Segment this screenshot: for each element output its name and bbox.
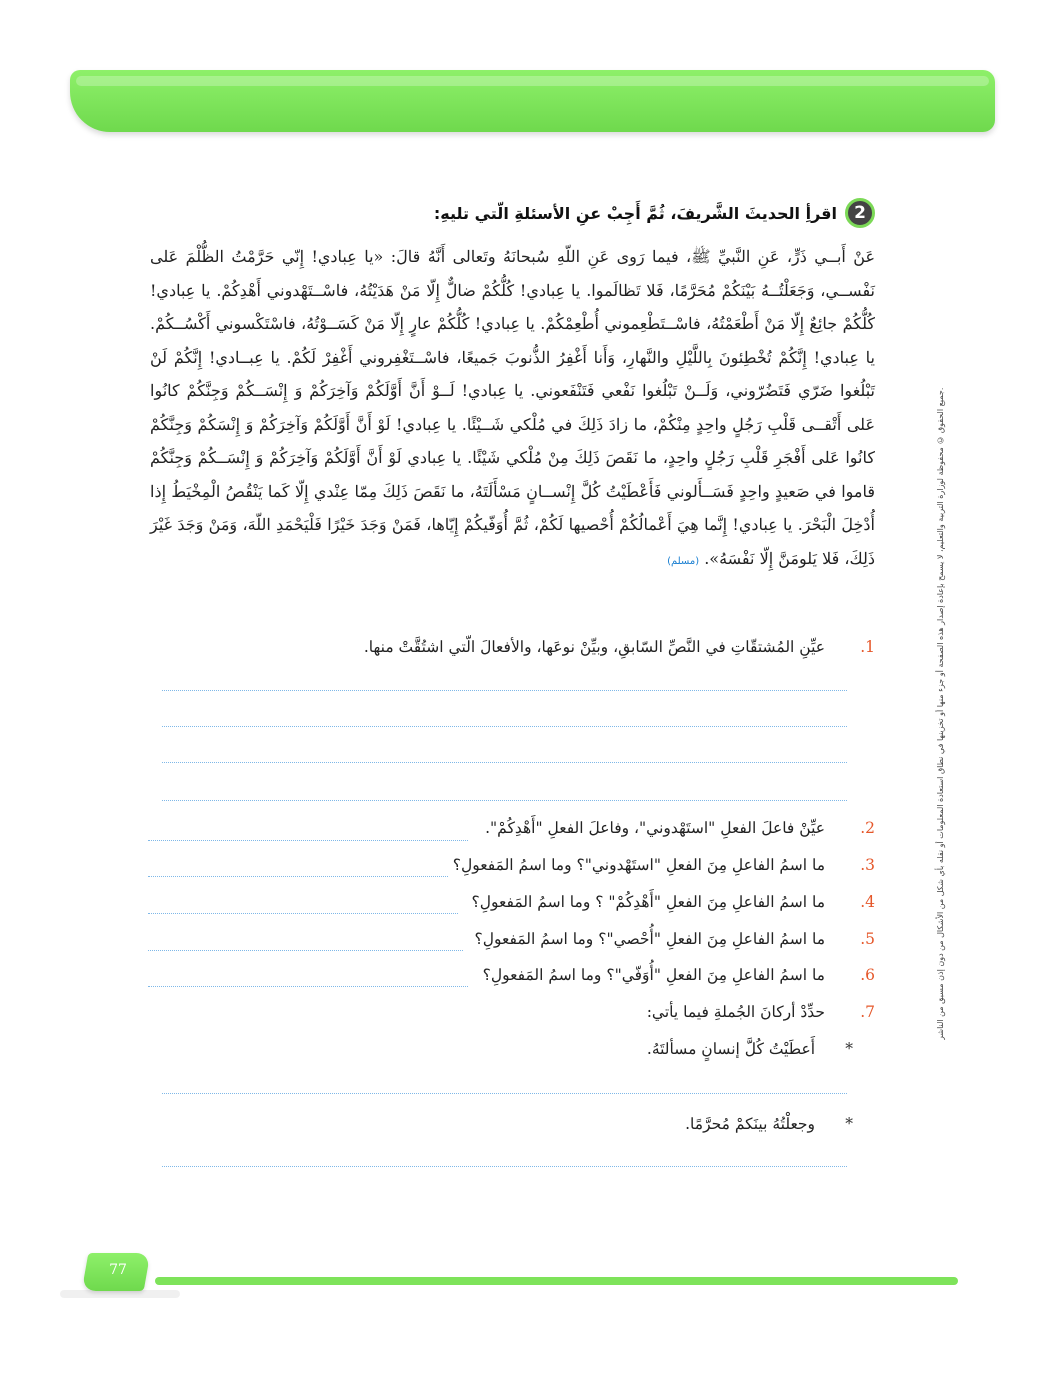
question-number: 1. <box>860 638 875 656</box>
bullet-star: * <box>845 1040 853 1058</box>
bullet-star: * <box>845 1115 853 1133</box>
question-number: 7. <box>860 1003 875 1021</box>
answer-line[interactable] <box>148 986 468 987</box>
answer-line[interactable] <box>148 913 458 914</box>
hadith-passage <box>150 240 875 610</box>
sub-item-2 <box>685 1115 853 1133</box>
answer-line[interactable] <box>162 762 847 763</box>
exercise-heading <box>430 195 875 231</box>
answer-line[interactable] <box>148 950 463 951</box>
question-text: ما اسمُ الفاعلِ مِنَ الفعلِ "أَهْدِكُمْ" ؟ وما اسمُ المَفعولِ؟ <box>471 893 825 911</box>
question-number: 4. <box>860 893 875 911</box>
question-text: ما اسمُ الفاعلِ مِنَ الفعلِ "أُوَفّي"؟ وما اسمُ المَفعولِ؟ <box>482 966 825 984</box>
question-text: عيِّنْ فاعلَ الفعلِ "استَهْدوني"، وفاعلَ الفعلِ "أَهْدِكُمْ". <box>485 819 825 837</box>
question-text: عيِّنِ المُشتقّاتِ في النَّصِّ السّابقِ، وبيِّنْ نوعَها، والأفعالَ الّتي اشتُقَّتْ منها. <box>363 638 825 656</box>
question-3 <box>453 856 875 874</box>
answer-line[interactable] <box>162 726 847 727</box>
sub-item-1 <box>647 1040 853 1058</box>
sub-item-text: وجعلْتُهُ بينَكمْ مُحرَّمًا. <box>685 1115 815 1133</box>
exercise-instruction: اقرأِ الحديثَ الشَّريفَ، ثُمَّ أَجِبْ عنِ الأسئلةِ الّتي تليهِ: <box>433 203 837 223</box>
footer-shadow <box>60 1290 180 1298</box>
sub-item-text: أَعطَيْتُ كُلَّ إنسانٍ مسألتَهُ. <box>646 1040 815 1058</box>
answer-line[interactable] <box>162 1093 847 1094</box>
question-number: 6. <box>860 966 875 984</box>
question-6 <box>483 966 875 984</box>
hadith-source: (مسلم) <box>667 555 700 567</box>
answer-line[interactable] <box>148 840 468 841</box>
answer-line[interactable] <box>162 800 847 801</box>
page-number: 77 <box>109 1262 127 1278</box>
copyright-note: جميع الحقوق © محفوظة لوزارة التربية والتعليم، لا يسمح بإعادة إصدار هذه الصفحة أو جزء منها أو تخزينها في نطاق استعادة المعلومات أو نقله بأي شكل من الأشكال من دون إذن مسبق من الناشر. <box>936 387 945 1040</box>
answer-line[interactable] <box>162 690 847 691</box>
question-number: 2. <box>860 819 875 837</box>
answer-line[interactable] <box>148 876 448 877</box>
question-text: ما اسمُ الفاعلِ مِنَ الفعلِ "أُحْصي"؟ وما اسمُ المَفعولِ؟ <box>474 930 825 948</box>
question-5 <box>475 930 875 948</box>
question-2 <box>485 819 875 837</box>
exercise-number-badge: 2 <box>845 198 875 228</box>
question-4 <box>472 893 875 911</box>
question-7 <box>647 1003 875 1021</box>
hadith-text: عَنْ أَبــي ذَرٍّ، عَنِ النَّبيِّ ﷺ، فيما رَوى عَنِ اللّهِ سُبحانَهُ وتَعالى أَنَّهُ قالَ: «يا عِبادي! إِنّي حَرَّمْتُ الظُّلْمَ عَلى نَفْســي، وَجَعَلْتُــهُ بَيْنَكُمْ مُحَرَّمًا، فَلا تَظالَموا. يا عِبادي! كُلُّكُمْ ضالٌّ إِلّا مَنْ هَدَيْتُهُ، فاسْــتَهْدوني أَهْدِكُمْ. يا عِبادي! كُلُّكُمْ جائِعٌ إِلّا مَنْ أَطْعَمْتُهُ، فاسْــتَطْعِموني أُطْعِمْكُمْ. يا عِبادي! كُلُّكُمْ عارٍ إِلّا مَنْ كَسَــوْتُهُ، فاسْتَكْسوني أَكْسُــكُمْ. يا عِبادي! إِنَّكُمْ تُخْطِئونَ بِاللَّيْلِ والنَّهارِ، وَأَنا أَغْفِرُ الذُّنوبَ جَميعًا، فاسْــتَغْفِروني أَغْفِرْ لَكُمْ. يا عِبــادي! إِنَّكُمْ لَنْ تَبْلُغوا ضَرّي فَتَضُرّوني، وَلَــنْ تَبْلُغوا نَفْعي فَتَنْفَعوني. يا عِبادي! لَــوْ أَنَّ أَوَّلَكُمْ وَآخِرَكُمْ وَ إِنْسَــكُمْ وَجِنَّكُمْ كانُوا عَلى أَتْقــى قَلْبِ رَجُلٍ واحِدٍ مِنْكُمْ، ما زادَ ذَلِكَ في مُلْكي شَــيْئًا. يا عِبادي! لَوْ أَنَّ أَوَّلَكُمْ وَآخِرَكُمْ وَ إِنْسَكُمْ وَجِنَّكُمْ كانُوا عَلى أَفْجَرِ قَلْبِ رَجُلٍ واحِدٍ، ما نَقَصَ ذَلِكَ مِنْ مُلْكي شَيْئًا. يا عِبادي لَوْ أَنَّ أَوَّلَكُمْ وَآخِرَكُمْ وَ إِنْسَــكُمْ وَجِنَّكُمْ قاموا في صَعيدٍ واحِدٍ فَسَــأَلوني فَأَعْطَيْتُ كُلَّ إِنْســانٍ مَسْأَلَتَهُ، ما نَقَصَ ذَلِكَ مِمّا عِنْدي إِلّا كَما يَنْقُصُ الْمِخْيَطُ إِذا أُدْخِلَ الْبَحْرَ. يا عِبادي! إِنَّما هِيَ أَعْمالُكُمْ أُحْصيها لَكُمْ، ثُمَّ أُوَفّيكُمْ إِيّاها، فَمَنْ وَجَدَ خَيْرًا فَلْيَحْمَدِ اللّهَ، وَمَنْ وَجَدَ غَيْرَ ذَلِكَ، فَلا يَلومَنَّ إِلّا نَفْسَهُ». <box>150 247 876 568</box>
top-banner <box>70 70 995 132</box>
question-number: 5. <box>860 930 875 948</box>
answer-line[interactable] <box>162 1166 847 1167</box>
question-1 <box>364 638 875 656</box>
question-text: حدِّدْ أركانَ الجُملةِ فيما يأتي: <box>646 1003 825 1021</box>
question-text: ما اسمُ الفاعلِ مِنَ الفعلِ "استَهْدوني"؟ وما اسمُ المَفعولِ؟ <box>452 856 825 874</box>
footer-bar <box>155 1277 958 1285</box>
question-number: 3. <box>860 856 875 874</box>
